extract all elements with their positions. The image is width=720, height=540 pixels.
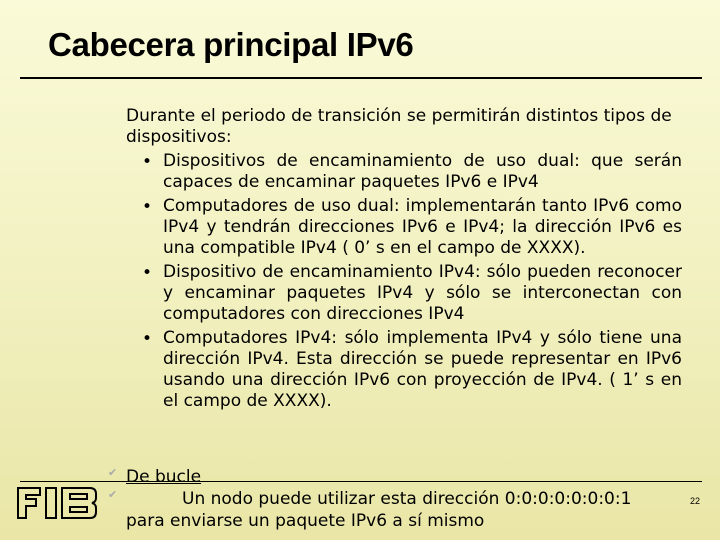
bullet-dot-icon: • <box>142 152 153 172</box>
title-underline <box>20 77 702 79</box>
bullet-item <box>126 262 682 325</box>
fib-logo <box>16 486 98 520</box>
loopback-section <box>126 466 686 532</box>
loopback-text-cont: para enviarse un paquete IPv6 a sí mismo <box>126 511 485 531</box>
bullet-dot-icon: • <box>142 197 153 217</box>
bullet-text: Dispositivo de encaminamiento IPv4: sólo pueden reconocer y encaminar paquetes IPv4 y sólo se interconectan con computadores con direcciones IPv4 <box>163 262 682 324</box>
check-icon: ✔ <box>108 488 118 501</box>
bullet-text: Computadores IPv4: sólo implementa IPv4 y sólo tiene una dirección IPv4. Esta dirección se puede representar en IPv6 usando una dirección IPv6 con proyección de IPv4. ( 1’ s en el campo de XXXX). <box>163 328 682 411</box>
slide-title: Cabecera principal IPv6 <box>48 26 414 63</box>
loopback-heading: De bucle <box>126 467 202 487</box>
check-icon: ✔ <box>108 466 118 479</box>
bullet-item <box>126 196 682 259</box>
intro-text: Durante el periodo de transición se permitirán distintos tipos de dispositivos: <box>126 106 672 147</box>
bullet-dot-icon: • <box>142 329 153 349</box>
slide-body <box>126 106 682 415</box>
bullet-text: Dispositivos de encaminamiento de uso dual: que serán capaces de encaminar paquetes IPv6 e IPv4 <box>163 151 682 192</box>
loopback-text: Un nodo puede utilizar esta dirección 0:0:0:0:0:0:0:1 <box>182 489 632 509</box>
bullet-item <box>126 151 682 193</box>
page-number: 22 <box>690 496 701 506</box>
bullet-item <box>126 328 682 412</box>
bullet-text: Computadores de uso dual: implementarán tanto IPv6 como IPv4 y tendrán direcciones IPv6 e IPv4; la dirección IPv6 es una compatible IPv4 ( 0’ s en el campo de XXXX). <box>163 196 682 258</box>
bullet-dot-icon: • <box>142 263 153 283</box>
bullet-list <box>126 151 682 412</box>
